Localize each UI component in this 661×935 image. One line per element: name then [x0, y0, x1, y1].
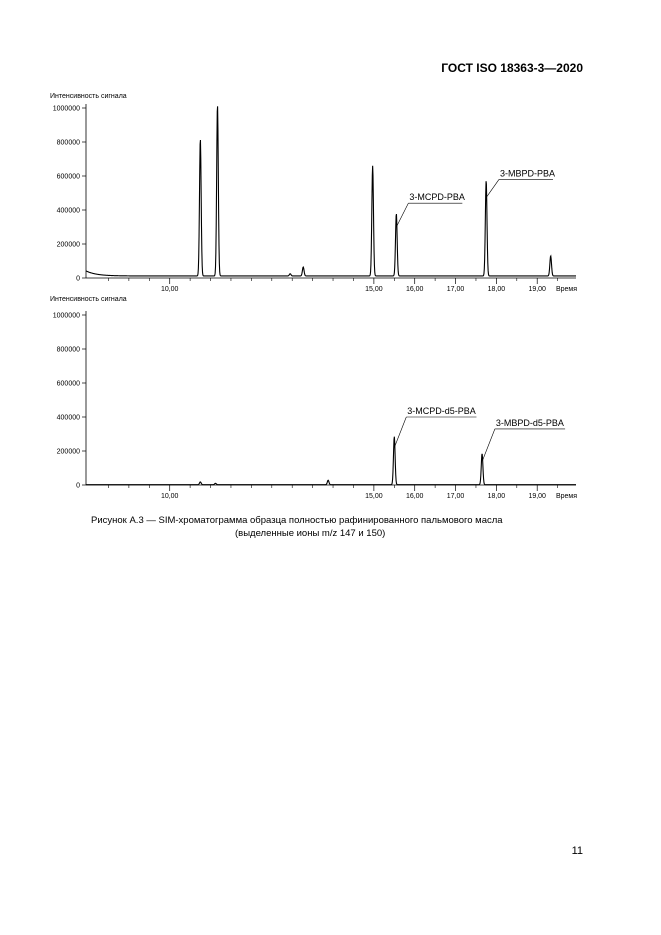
chart2-annotation-label: 3-MBPD-d5-PBA: [495, 417, 564, 428]
chart1-x-axis-label: Время: [555, 286, 577, 293]
chart2-y-tick-label: 800000: [56, 346, 80, 354]
chart2-y-tick-label: 600000: [56, 380, 80, 388]
figure-caption-line1: Рисунок А.3 — SIM-хроматограмма образца полностью рафинированного пальмового масла: [91, 515, 503, 526]
figure-caption-line2: (выделенные ионы m/z 147 и 150): [235, 528, 386, 539]
chart1-y-axis-label: Интенсивность сигнала: [50, 93, 127, 100]
chart1-annotation-label: 3-MBPD-PBA: [499, 168, 555, 179]
chart2-annotation-leader: [483, 429, 495, 460]
chart1-x-tick-label: 18,00: [487, 286, 506, 293]
chart1-y-tick-label: 1000000: [52, 105, 80, 113]
chart2-signal-trace: [86, 437, 576, 485]
chart1-y-tick-label: 0: [76, 275, 80, 283]
chart2-y-axis-label: Интенсивность сигнала: [50, 296, 127, 303]
chart1-y-tick-label: 400000: [56, 207, 80, 215]
chart1-x-tick-label: 17,00: [446, 286, 465, 293]
chart2-y-tick-label: 1000000: [52, 312, 80, 320]
chart1-annotation-label: 3-MCPD-PBA: [409, 192, 465, 203]
chart2-x-tick-label: 17,00: [446, 493, 465, 500]
chart1-x-tick-label: 19,00: [528, 286, 546, 293]
chart2-x-tick-label: 16,00: [405, 493, 424, 500]
chart2-x-tick-label: 15,00: [365, 493, 383, 500]
chart1-x-tick-label: 16,00: [405, 286, 424, 293]
chart1-annotation-leader: [396, 203, 408, 227]
chart2-x-tick-label: 18,00: [487, 493, 506, 500]
chart2-x-tick-label: 10,00: [160, 493, 179, 500]
chart2-y-tick-label: 0: [76, 482, 80, 490]
chart1-annotation-leader: [487, 179, 499, 196]
document-header-standard-code: ГОСТ ISO 18363-3—2020: [441, 61, 583, 75]
chart2-annotation-label: 3-MCPD-d5-PBA: [407, 406, 476, 416]
chart1-y-tick-label: 600000: [56, 173, 80, 181]
chart1-x-tick-label: 15,00: [365, 286, 383, 293]
chart2-annotation-leader: [394, 417, 406, 448]
chart2-x-axis-label: Время: [555, 493, 577, 500]
chart1-x-tick-label: 10,00: [160, 286, 179, 293]
chart1-signal-trace: [86, 106, 576, 276]
page-number: 11: [571, 845, 583, 857]
chart2-x-tick-label: 19,00: [528, 493, 546, 500]
chart2-y-tick-label: 200000: [56, 448, 80, 456]
chart1-y-tick-label: 200000: [56, 241, 80, 249]
chart2-y-tick-label: 400000: [56, 414, 80, 422]
chart1-y-tick-label: 800000: [56, 139, 80, 147]
